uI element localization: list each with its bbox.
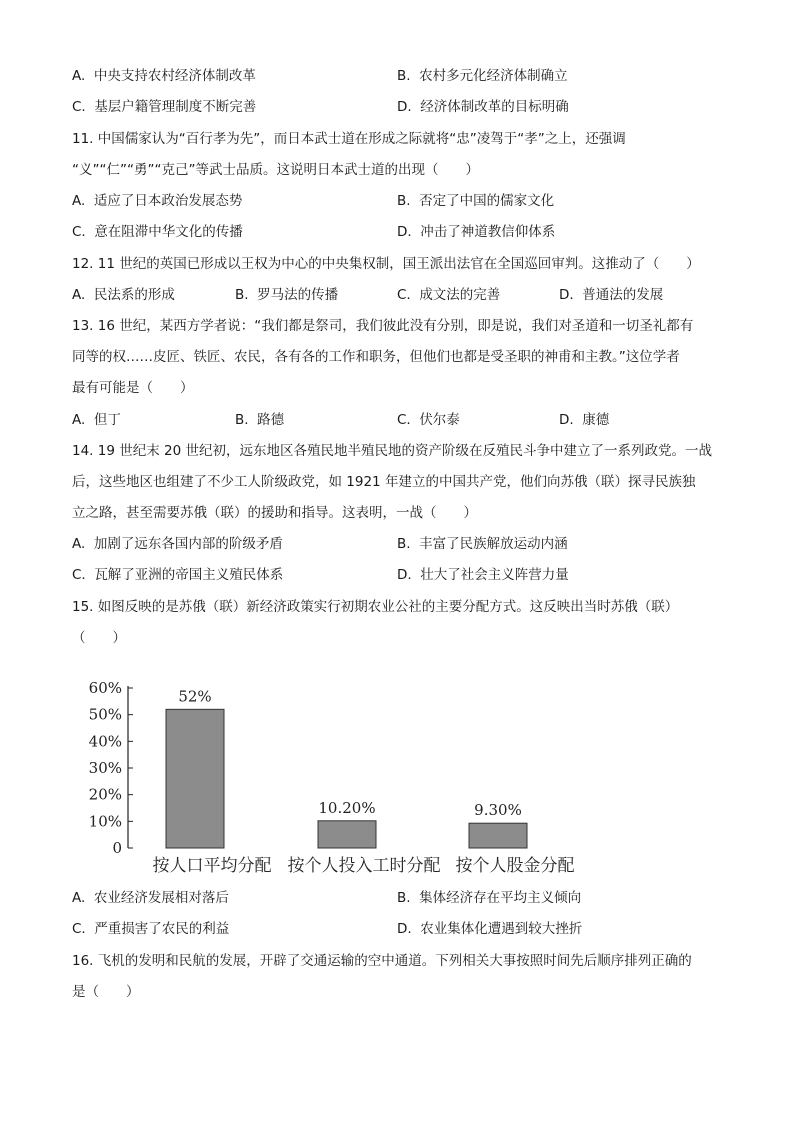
y-tick-label: 30% xyxy=(88,759,122,777)
q14-option-b: B. 丰富了民族解放运动内涵 xyxy=(397,536,568,552)
bar-data-label: 10.20% xyxy=(318,798,376,817)
q11-option-a: A. 适应了日本政治发展态势 xyxy=(72,193,243,209)
q11-stem-line-2: “义”“仁”“勇”“克己”等武士品质。这说明日本武士道的出现（ ） xyxy=(72,162,479,178)
q13-stem-line-2: 同等的权……皮匠、铁匠、农民，各有各的工作和职务，但他们也都是受圣职的神甫和主教。”这位学者 xyxy=(72,349,680,365)
q15-option-c: C. 严重损害了农民的利益 xyxy=(72,921,230,937)
category-label: 按个人投入工时分配 xyxy=(287,856,441,876)
q14-option-c: C. 瓦解了亚洲的帝国主义殖民体系 xyxy=(72,567,284,583)
q14-option-a: A. 加剧了远东各国内部的阶级矛盾 xyxy=(72,536,283,552)
q14-stem-line-2: 后，这些地区也组建了不少工人阶级政党，如 1921 年建立的中国共产党，他们向苏俄（联）探寻民族独 xyxy=(72,474,696,490)
q10-option-c: C. 基层户籍管理制度不断完善 xyxy=(72,99,257,115)
q14-option-d: D. 壮大了社会主义阵营力量 xyxy=(397,567,569,583)
q12-option-c: C. 成文法的完善 xyxy=(397,287,501,303)
bar xyxy=(469,823,527,848)
distribution-bar-chart xyxy=(80,672,600,882)
q15-option-a: A. 农业经济发展相对落后 xyxy=(72,890,229,906)
q10-option-d: D. 经济体制改革的目标明确 xyxy=(397,99,569,115)
q13-option-d: D. 康德 xyxy=(559,412,610,428)
q11-stem-line-1: 11. 中国儒家认为“百行孝为先”，而日本武士道在形成之际就将“忠”凌驾于“孝”之上，还强调 xyxy=(72,131,626,147)
q11-option-b: B. 否定了中国的儒家文化 xyxy=(397,193,555,209)
q14-stem-line-3: 立之路，甚至需要苏俄（联）的援助和指导。这表明，一战（ ） xyxy=(72,505,477,521)
y-tick-label: 20% xyxy=(88,785,122,804)
y-tick-label: 10% xyxy=(88,812,122,831)
q12-stem-line-1: 12. 11 世纪的英国已形成以王权为中心的中央集权制，国王派出法官在全国巡回审判。这推动了（ ） xyxy=(72,256,700,272)
category-label: 按人口平均分配 xyxy=(152,856,272,876)
q13-stem-line-1: 13. 16 世纪，某西方学者说：“我们都是祭司，我们彼此没有分别，即是说，我们对圣道和一切圣礼都有 xyxy=(72,318,694,334)
q16-stem-line-2: 是（ ） xyxy=(72,984,140,1000)
category-label: 按个人股金分配 xyxy=(455,856,575,876)
q16-stem-line-1: 16. 飞机的发明和民航的发展，开辟了交通运输的空中通道。下列相关大事按照时间先后顺序排列正确的 xyxy=(72,953,692,969)
q12-option-b: B. 罗马法的传播 xyxy=(235,287,339,303)
y-tick-label: 50% xyxy=(88,705,122,724)
y-tick-label: 40% xyxy=(88,732,122,751)
q13-option-a: A. 但丁 xyxy=(72,412,121,428)
q10-option-a: A. 中央支持农村经济体制改革 xyxy=(72,68,256,84)
q14-stem-line-1: 14. 19 世纪末 20 世纪初，远东地区各殖民地半殖民地的资产阶级在反殖民斗争中建立了一系列政党。一战 xyxy=(72,443,712,459)
bar-data-label: 9.30% xyxy=(474,801,522,820)
q12-option-a: A. 民法系的形成 xyxy=(72,287,175,303)
q13-option-c: C. 伏尔泰 xyxy=(397,412,460,428)
y-tick-label: 60% xyxy=(88,679,122,697)
q11-option-d: D. 冲击了神道教信仰体系 xyxy=(397,224,556,240)
bar-data-label: 52% xyxy=(178,687,212,706)
bar xyxy=(166,709,224,848)
bar xyxy=(318,821,376,848)
q13-option-b: B. 路德 xyxy=(235,412,285,428)
q15-option-b: B. 集体经济存在平均主义倾向 xyxy=(397,890,582,906)
q13-stem-line-3: 最有可能是（ ） xyxy=(72,380,194,396)
q11-option-c: C. 意在阻滞中华文化的传播 xyxy=(72,224,243,240)
q15-stem-line-1: 15. 如图反映的是苏俄（联）新经济政策实行初期农业公社的主要分配方式。这反映出当时苏俄（联） xyxy=(72,599,679,615)
q15-stem-line-2: （ ） xyxy=(72,630,126,646)
y-tick-label: 0 xyxy=(112,839,122,857)
q12-option-d: D. 普通法的发展 xyxy=(559,287,664,303)
q15-option-d: D. 农业集体化遭遇到较大挫折 xyxy=(397,921,583,937)
q10-option-b: B. 农村多元化经济体制确立 xyxy=(397,68,568,84)
